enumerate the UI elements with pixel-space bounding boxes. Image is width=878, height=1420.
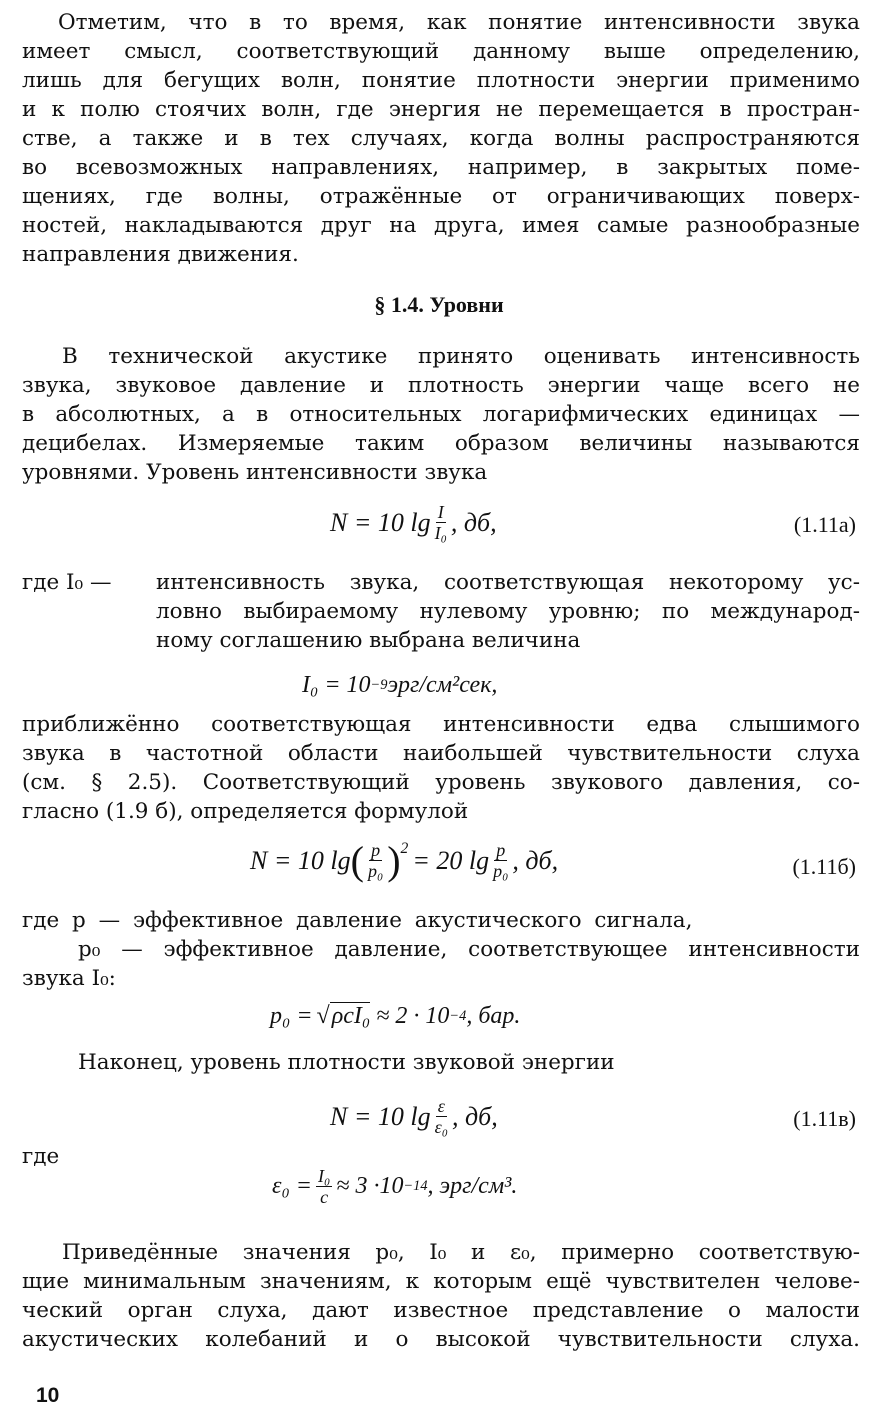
eq-lhs: p₀ =	[270, 1002, 313, 1029]
definition-p	[22, 906, 860, 993]
text-line: Приведённые значения p₀, I₀ и ε₀, примерно соответствую-	[62, 1240, 860, 1265]
eq-middle: = 20 lg	[412, 845, 490, 875]
numerator: p	[371, 840, 381, 860]
fraction	[368, 840, 383, 881]
equation-1-11v	[0, 1088, 878, 1148]
equation-number: (1.11а)	[793, 512, 856, 537]
eq-unit: , эрг/см³.	[427, 1173, 518, 1199]
text-line: звука в частотной области наибольшей чувствительности слуха	[22, 741, 860, 766]
text-line: направления движения.	[22, 242, 299, 267]
page-number: 10	[36, 1384, 60, 1407]
paragraph-energy: Наконец, уровень плотности звуковой энергии	[78, 1050, 615, 1075]
paragraph-conclusion	[22, 1238, 860, 1354]
paragraph-pressure	[22, 710, 860, 826]
paren-close: )	[387, 837, 401, 883]
exponent: −4	[449, 1007, 467, 1024]
denominator: c	[320, 1187, 329, 1207]
text-line: ловно выбираемому нулевому уровню; по международ-	[156, 599, 860, 624]
text-line: ческий орган слуха, дают известное представление о малости	[22, 1298, 860, 1323]
equation-e0	[0, 1162, 878, 1222]
text-line: звука I₀:	[22, 966, 116, 991]
exponent: 2	[400, 840, 409, 857]
fraction	[493, 840, 508, 881]
text-line: звука, звуковое давление и плотность энергии чаще всего не	[22, 373, 860, 398]
eq-lhs: N = 10 lg	[330, 507, 431, 537]
sqrt-sign: √	[316, 1002, 330, 1029]
denominator: I₀	[434, 523, 447, 543]
text-line: уровнями. Уровень интенсивности звука	[22, 460, 488, 485]
denominator: p₀	[367, 861, 384, 881]
text-line: децибелах. Измеряемые таким образом величины называются	[22, 431, 860, 456]
text-line: где p — эффективное давление акустического сигнала,	[22, 908, 693, 933]
section-title: § 1.4. Уровни	[374, 292, 504, 317]
paren-open: (	[350, 837, 364, 883]
text-line: В технической акустике принято оценивать интенсивность	[62, 344, 860, 369]
where-label: где I₀ —	[22, 570, 112, 595]
eq-lhs: N = 10 lg	[250, 845, 351, 875]
eq-lhs: ε₀ =	[272, 1173, 312, 1199]
equation-1-11a	[0, 494, 878, 554]
eq-unit: , бар.	[466, 1002, 521, 1029]
denominator: ε₀	[434, 1117, 448, 1137]
text-line: ностей, накладываются друг на друга, имея самые разнообразные	[22, 213, 860, 238]
eq-lhs: N = 10 lg	[330, 1101, 431, 1131]
numerator: I	[437, 502, 444, 522]
sqrt-radicand: ρcI₀	[331, 1003, 371, 1029]
text-line: стве, а также и в тех случаях, когда волны распространяются	[22, 126, 860, 151]
text-line: щениях, где волны, отражённые от ограничивающих поверх-	[22, 184, 860, 209]
text-line: во всевозможных направлениях, например, в закрытых поме-	[22, 155, 860, 180]
text-line: акустических колебаний и о высокой чувствительности слуха.	[22, 1327, 860, 1352]
exponent: −14	[403, 1178, 428, 1194]
definition-i0	[156, 568, 860, 655]
where-label: где	[22, 1144, 60, 1169]
fraction	[316, 1166, 332, 1207]
fraction	[435, 502, 447, 543]
text-line: Отметим, что в то время, как понятие интенсивности звука	[58, 10, 860, 35]
fraction	[435, 1096, 448, 1137]
paragraph-intro	[22, 8, 860, 269]
text-line: ному соглашению выбрана величина	[156, 628, 581, 653]
text-line: в абсолютных, а в относительных логарифмических единицах —	[22, 402, 860, 427]
eq-unit: , дб,	[450, 507, 497, 537]
eq-rhs: ≈ 2 · 10	[376, 1002, 450, 1029]
text-line: щие минимальным значениям, к которым ещё чувствителен челове-	[22, 1269, 860, 1294]
text-line: интенсивность звука, соответствующая некоторому ус-	[156, 570, 860, 595]
equation-p0	[0, 994, 878, 1054]
eq-rhs: ≈ 3 ·10	[336, 1173, 404, 1199]
equation-1-11b	[0, 836, 878, 896]
text-line: p₀ — эффективное давление, соответствующее интенсивности	[78, 937, 860, 962]
eq-unit: , дб,	[451, 1101, 498, 1131]
text-line: (см. § 2.5). Соответствующий уровень звукового давления, со-	[22, 770, 860, 795]
equation-number: (1.11в)	[793, 1106, 856, 1131]
exponent: −9	[370, 677, 388, 693]
text-line: приближённо соответствующая интенсивности едва слышимого	[22, 712, 860, 737]
eq-unit: , дб,	[512, 845, 559, 875]
text-line: лишь для бегущих волн, понятие плотности энергии применимо	[22, 68, 860, 93]
denominator: p₀	[493, 861, 509, 881]
text-line: гласно (1.9 б), определяется формулой	[22, 799, 469, 824]
eq-unit: эрг/см²сек,	[387, 672, 498, 698]
numerator: p	[496, 840, 506, 860]
text-line: имеет смысл, соответствующий данному выше определению,	[22, 39, 860, 64]
numerator: ε	[437, 1096, 445, 1116]
numerator: I₀	[318, 1166, 331, 1186]
equation-number: (1.11б)	[792, 854, 856, 879]
text-line: и к полю стоячих волн, где энергия не перемещается в простран-	[22, 97, 860, 122]
paragraph-levels	[22, 342, 860, 487]
eq-lhs: I₀ = 10	[302, 672, 371, 698]
